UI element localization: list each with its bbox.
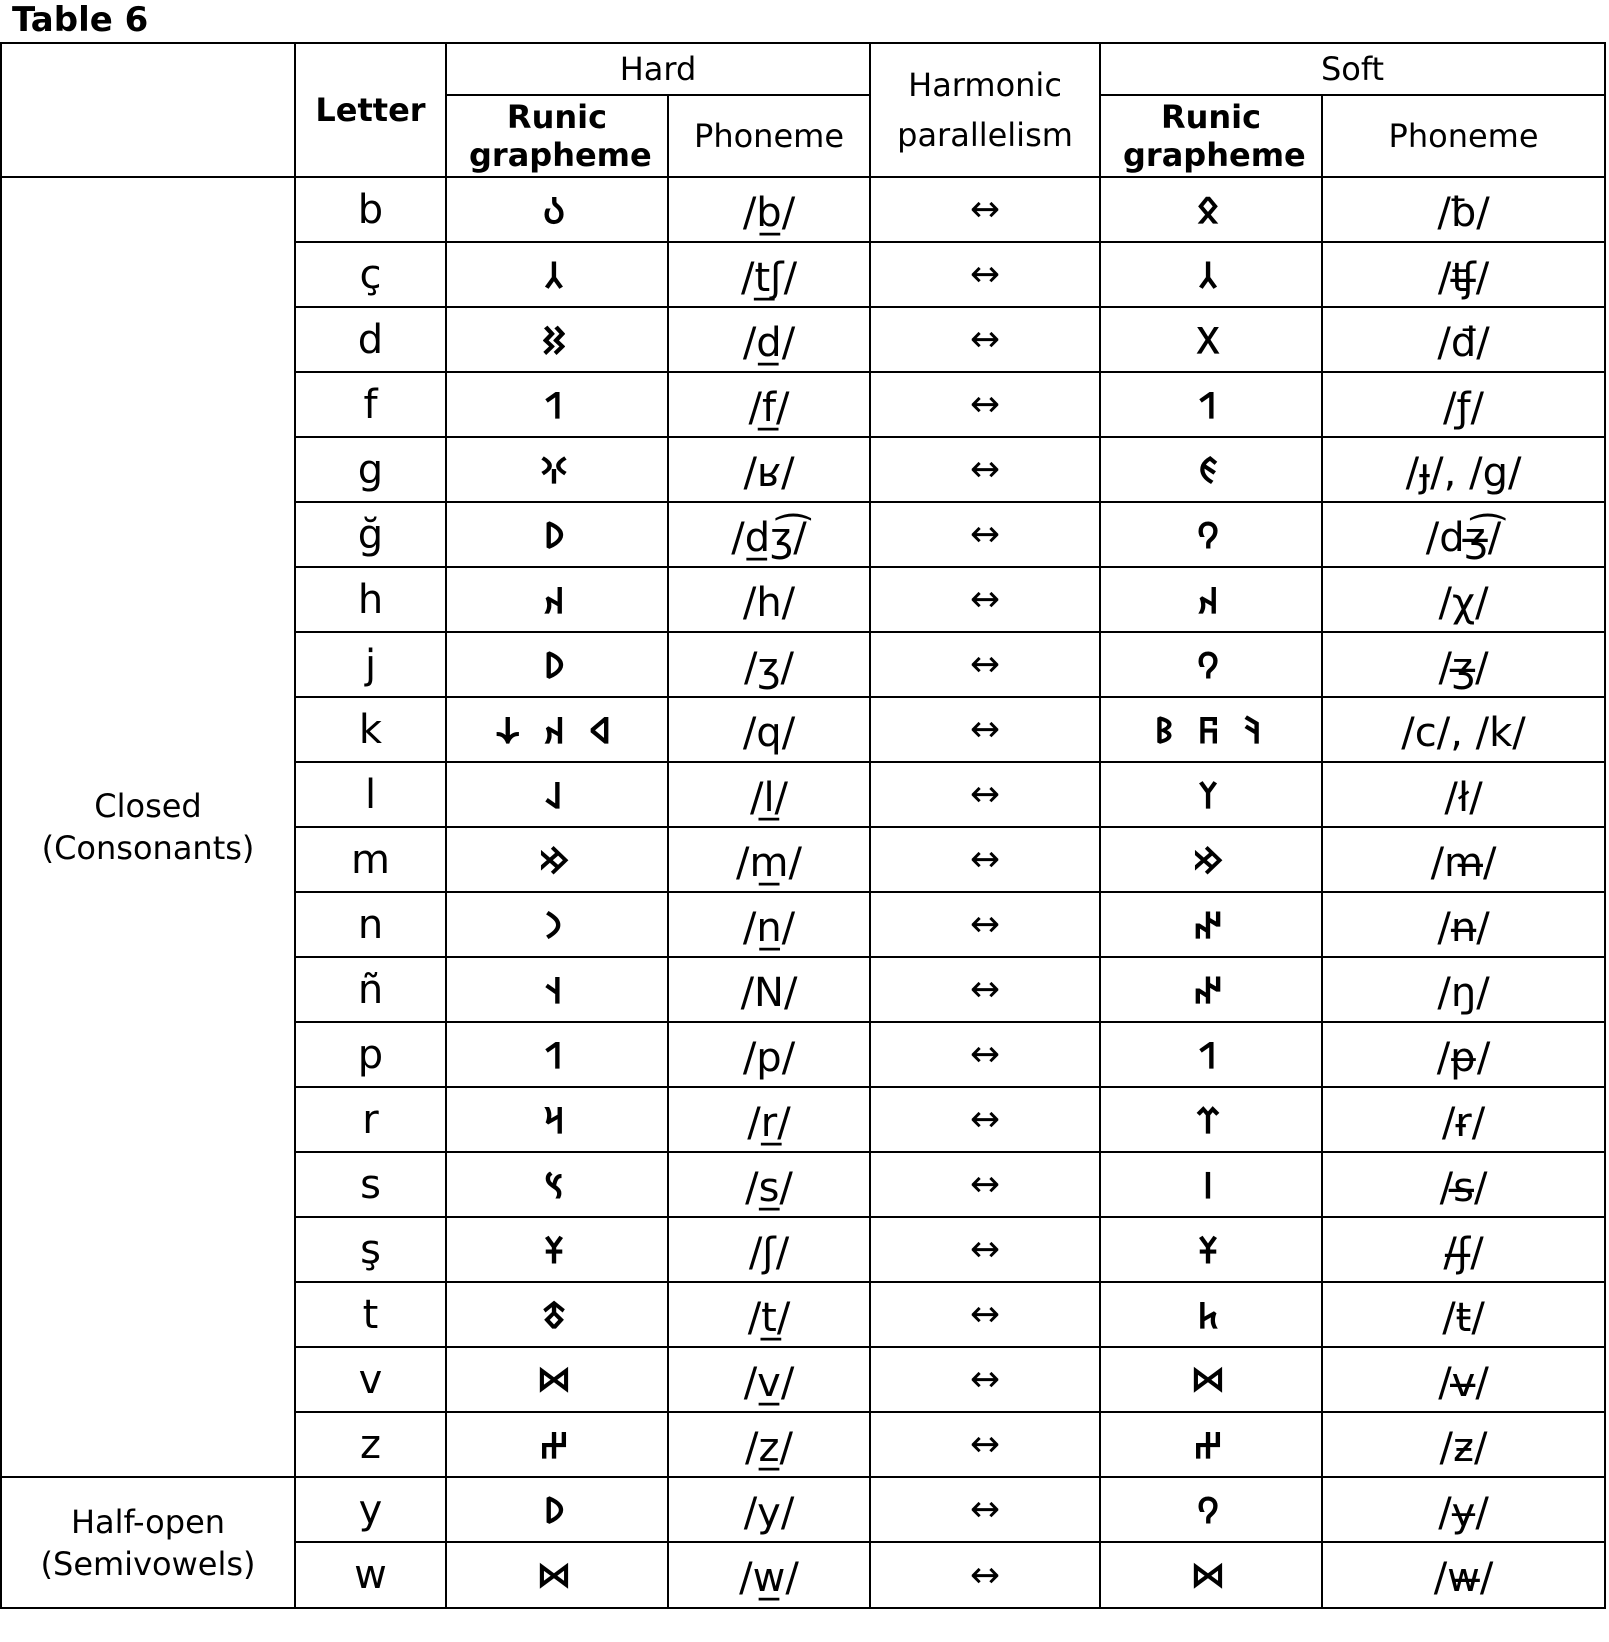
hard-rune-cell: 𐰔 xyxy=(446,1412,668,1477)
soft-phoneme-cell-text: /χ/ xyxy=(1438,579,1489,626)
letter-cell: m xyxy=(295,827,446,892)
parallel-arrow: ↔ xyxy=(870,632,1100,697)
hard-phoneme-cell-text: /f̲/ xyxy=(748,384,790,431)
letter-cell: v xyxy=(295,1347,446,1412)
hard-phoneme-cell-text: /r̲/ xyxy=(747,1099,791,1146)
hard-phoneme-cell-text: /d̲ʒ̲͡/ xyxy=(731,514,807,561)
hard-phoneme-cell xyxy=(668,762,870,827)
soft-rune-cell: 𐰲 xyxy=(1100,242,1322,307)
soft-rune-cell: 𐰏 xyxy=(1100,437,1322,502)
hard-phoneme-cell xyxy=(668,177,870,242)
soft-rune-cell: 𐰓 xyxy=(1100,307,1322,372)
hard-phoneme-cell-text: /q/ xyxy=(742,709,796,756)
hard-phoneme-cell-text: /N/ xyxy=(740,969,798,1016)
soft-phoneme-cell xyxy=(1322,827,1605,892)
letter-cell: s xyxy=(295,1152,446,1217)
soft-phoneme-cell xyxy=(1322,762,1605,827)
soft-phoneme-cell xyxy=(1322,502,1605,567)
letter-cell: g xyxy=(295,437,446,502)
soft-phoneme-cell xyxy=(1322,1022,1605,1087)
soft-phoneme-cell-text: /ŧ/ xyxy=(1442,1294,1485,1341)
soft-phoneme-cell xyxy=(1322,177,1605,242)
soft-phoneme-cell-text: /c/, /k/ xyxy=(1401,709,1526,756)
soft-rune-cell: 𐰘 xyxy=(1100,1477,1322,1542)
parallel-arrow: ↔ xyxy=(870,1087,1100,1152)
hard-rune-cell: 𐰣 xyxy=(446,892,668,957)
parallel-arrow: ↔ xyxy=(870,1347,1100,1412)
soft-phoneme-cell xyxy=(1322,1282,1605,1347)
header-soft-runic: Runic grapheme xyxy=(1100,95,1322,177)
runic-table xyxy=(0,42,1606,1609)
hard-phoneme-cell-text: /y̲/ xyxy=(743,1489,795,1536)
hard-phoneme-cell xyxy=(668,307,870,372)
letter-cell: w xyxy=(295,1542,446,1608)
letter-cell: h xyxy=(295,567,446,632)
parallel-arrow: ↔ xyxy=(870,502,1100,567)
soft-rune-cell: 𐰤 xyxy=(1100,957,1322,1022)
letter-cell: k xyxy=(295,697,446,762)
soft-phoneme-cell xyxy=(1322,1477,1605,1542)
soft-phoneme-cell xyxy=(1322,632,1605,697)
soft-phoneme-cell-text: /ł/ xyxy=(1444,774,1483,821)
letter-cell: y xyxy=(295,1477,446,1542)
parallel-arrow: ↔ xyxy=(870,1542,1100,1608)
soft-phoneme-cell-text: /w̶/ xyxy=(1433,1555,1494,1601)
soft-phoneme-cell-text: /ɟ/, /g/ xyxy=(1405,449,1522,496)
hard-phoneme-cell xyxy=(668,1477,870,1542)
header-letter: Letter xyxy=(295,43,446,177)
hard-rune-cell: 𐰺 xyxy=(446,1087,668,1152)
soft-rune-cell: 𐱁 xyxy=(1100,1217,1322,1282)
hard-phoneme-cell xyxy=(668,372,870,437)
letter-cell: l xyxy=(295,762,446,827)
hard-rune-cell: 𐰽 xyxy=(446,1152,668,1217)
hard-phoneme-cell xyxy=(668,1282,870,1347)
hard-phoneme-cell-text: /ʁ/ xyxy=(743,449,795,496)
hard-rune-cell: 𐰯 xyxy=(446,372,668,437)
hard-phoneme-cell-text: /s̲/ xyxy=(745,1164,793,1211)
soft-phoneme-cell-text: /m̶/ xyxy=(1430,839,1497,886)
soft-rune-cell: 𐰘 xyxy=(1100,632,1322,697)
hard-phoneme-cell xyxy=(668,1347,870,1412)
hard-phoneme-cell-text: /ʃ̲/ xyxy=(748,1229,790,1276)
parallel-arrow: ↔ xyxy=(870,957,1100,1022)
letter-cell: ç xyxy=(295,242,446,307)
hard-phoneme-cell xyxy=(668,437,870,502)
hard-rune-cell: 𐱃 xyxy=(446,1282,668,1347)
soft-rune-cell: 𐱅 xyxy=(1100,1282,1322,1347)
hard-rune-cell: 𐰖 xyxy=(446,502,668,567)
letter-cell: n xyxy=(295,892,446,957)
hard-rune-cell: 𐰞 xyxy=(446,762,668,827)
soft-rune-cell: 𐰔 xyxy=(1100,1412,1322,1477)
header-hard-phoneme: Phoneme xyxy=(668,95,870,177)
parallel-arrow: ↔ xyxy=(870,1282,1100,1347)
table-title: Table 6 xyxy=(12,0,149,40)
soft-phoneme-cell xyxy=(1322,1217,1605,1282)
header-hard: Hard xyxy=(446,43,870,95)
soft-rune-cell: 𐰤 xyxy=(1100,892,1322,957)
soft-rune-cell: 𐰼 xyxy=(1100,1087,1322,1152)
soft-phoneme-cell-text: /ƒ/ xyxy=(1443,384,1485,431)
parallel-arrow: ↔ xyxy=(870,1477,1100,1542)
soft-phoneme-cell xyxy=(1322,892,1605,957)
soft-rune-cell: 𐰯 xyxy=(1100,1022,1322,1087)
hard-rune-cell: ⋈ xyxy=(446,1542,668,1608)
soft-phoneme-cell-text: /ɏ/ xyxy=(1438,1489,1489,1536)
soft-rune-cell: 𐰚 𐰜 𐰝 xyxy=(1100,697,1322,762)
hard-rune-cell: 𐰶 𐰴 𐰸 xyxy=(446,697,668,762)
parallel-arrow: ↔ xyxy=(870,177,1100,242)
hard-phoneme-cell-text: /h/ xyxy=(742,579,796,626)
letter-cell: p xyxy=(295,1022,446,1087)
hard-rune-cell: 𐱁 xyxy=(446,1217,668,1282)
table-row xyxy=(1,177,1605,242)
hard-phoneme-cell xyxy=(668,502,870,567)
soft-phoneme-cell-text: /ᵽ/ xyxy=(1436,1034,1491,1081)
hard-rune-cell: 𐰖 xyxy=(446,1477,668,1542)
soft-phoneme-cell-text: /ʒ̶/ xyxy=(1438,644,1489,691)
parallel-arrow: ↔ xyxy=(870,567,1100,632)
soft-phoneme-cell-text: /s̶/ xyxy=(1439,1164,1488,1211)
soft-phoneme-cell xyxy=(1322,307,1605,372)
hard-rune-cell: 𐰑 xyxy=(446,307,668,372)
soft-phoneme-cell xyxy=(1322,1087,1605,1152)
hard-rune-cell: 𐰭 xyxy=(446,957,668,1022)
parallel-arrow: ↔ xyxy=(870,762,1100,827)
hard-rune-cell: 𐰴 xyxy=(446,567,668,632)
hard-phoneme-cell-text: /z̲/ xyxy=(745,1424,793,1471)
hard-phoneme-cell-text: /m̲/ xyxy=(736,839,802,886)
soft-rune-cell: 𐰠 xyxy=(1100,762,1322,827)
soft-phoneme-cell xyxy=(1322,372,1605,437)
letter-cell: ñ xyxy=(295,957,446,1022)
parallel-arrow: ↔ xyxy=(870,697,1100,762)
letter-cell: z xyxy=(295,1412,446,1477)
hard-phoneme-cell-text: /d̲/ xyxy=(742,319,796,366)
soft-phoneme-cell-text: /ŋ/ xyxy=(1437,969,1490,1016)
soft-phoneme-cell xyxy=(1322,437,1605,502)
hard-phoneme-cell-text: /p̲/ xyxy=(742,1034,796,1081)
parallel-arrow: ↔ xyxy=(870,827,1100,892)
soft-rune-cell: 𐰯 xyxy=(1100,372,1322,437)
hard-phoneme-cell-text: /t̲ʃ̲/ xyxy=(740,254,798,301)
letter-cell: ş xyxy=(295,1217,446,1282)
hard-phoneme-cell-text: /n̲/ xyxy=(742,904,796,951)
corner-cell xyxy=(1,43,295,177)
soft-phoneme-cell-text: /đ/ xyxy=(1437,319,1490,366)
soft-phoneme-cell xyxy=(1322,1542,1605,1608)
group-label: Closed (Consonants) xyxy=(1,177,295,1477)
hard-phoneme-cell-text: /w̲/ xyxy=(739,1555,799,1601)
soft-phoneme-cell-text: /ʧ̶/ xyxy=(1437,254,1490,301)
hard-phoneme-cell xyxy=(668,632,870,697)
letter-cell: r xyxy=(295,1087,446,1152)
parallel-arrow: ↔ xyxy=(870,242,1100,307)
soft-phoneme-cell-text: /ƀ/ xyxy=(1437,189,1490,236)
soft-rune-cell: ⋈ xyxy=(1100,1542,1322,1608)
letter-cell: t xyxy=(295,1282,446,1347)
soft-phoneme-cell-text: /n̶/ xyxy=(1437,904,1490,951)
header-soft: Soft xyxy=(1100,43,1605,95)
soft-rune-cell: 𐰘 xyxy=(1100,502,1322,567)
soft-rune-cell: 𐰋 xyxy=(1100,177,1322,242)
hard-rune-cell: 𐰍 xyxy=(446,437,668,502)
hard-phoneme-cell-text: /b̲/ xyxy=(742,189,796,236)
soft-rune-cell: 𐰢 xyxy=(1100,827,1322,892)
letter-cell: j xyxy=(295,632,446,697)
parallel-arrow: ↔ xyxy=(870,307,1100,372)
hard-phoneme-cell xyxy=(668,1152,870,1217)
hard-phoneme-cell xyxy=(668,567,870,632)
group-label: Half-open (Semivowels) xyxy=(1,1477,295,1608)
table-body xyxy=(1,177,1605,1608)
hard-phoneme-cell-text: /l̲/ xyxy=(749,774,789,821)
soft-phoneme-cell-text: /ɍ/ xyxy=(1441,1099,1486,1146)
header-hard-runic: Runic grapheme xyxy=(446,95,668,177)
hard-rune-cell: 𐰖 xyxy=(446,632,668,697)
letter-cell: ğ xyxy=(295,502,446,567)
hard-phoneme-cell xyxy=(668,892,870,957)
parallel-arrow: ↔ xyxy=(870,372,1100,437)
soft-phoneme-cell xyxy=(1322,697,1605,762)
soft-phoneme-cell xyxy=(1322,957,1605,1022)
parallel-arrow: ↔ xyxy=(870,1412,1100,1477)
hard-phoneme-cell xyxy=(668,1022,870,1087)
soft-rune-cell: 𐰴 xyxy=(1100,567,1322,632)
parallel-arrow: ↔ xyxy=(870,1217,1100,1282)
hard-rune-cell: ⋈ xyxy=(446,1347,668,1412)
hard-rune-cell: 𐰉 xyxy=(446,177,668,242)
parallel-arrow: ↔ xyxy=(870,437,1100,502)
soft-phoneme-cell-text: /v̶/ xyxy=(1438,1359,1489,1406)
hard-phoneme-cell-text: /t̲/ xyxy=(747,1294,791,1341)
letter-cell: d xyxy=(295,307,446,372)
soft-phoneme-cell-text: /ʃ̶/ xyxy=(1443,1229,1484,1276)
hard-phoneme-cell xyxy=(668,1087,870,1152)
soft-phoneme-cell xyxy=(1322,242,1605,307)
soft-phoneme-cell xyxy=(1322,567,1605,632)
hard-phoneme-cell xyxy=(668,697,870,762)
hard-phoneme-cell xyxy=(668,827,870,892)
letter-cell: f xyxy=(295,372,446,437)
parallel-arrow: ↔ xyxy=(870,892,1100,957)
soft-rune-cell: ⋈ xyxy=(1100,1347,1322,1412)
soft-phoneme-cell xyxy=(1322,1347,1605,1412)
hard-phoneme-cell-text: /ʒ/ xyxy=(743,644,795,691)
soft-phoneme-cell xyxy=(1322,1152,1605,1217)
hard-rune-cell: 𐰲 xyxy=(446,242,668,307)
soft-phoneme-cell-text: /dʒ̶͡/ xyxy=(1425,514,1502,561)
soft-rune-cell: 𐰾 xyxy=(1100,1152,1322,1217)
hard-phoneme-cell xyxy=(668,242,870,307)
soft-phoneme-cell xyxy=(1322,1412,1605,1477)
hard-phoneme-cell-text: /v̲/ xyxy=(743,1359,795,1406)
hard-phoneme-cell xyxy=(668,1542,870,1608)
hard-phoneme-cell xyxy=(668,957,870,1022)
hard-phoneme-cell xyxy=(668,1412,870,1477)
header-harmonic: Harmonic parallelism xyxy=(870,43,1100,177)
parallel-arrow: ↔ xyxy=(870,1022,1100,1087)
letter-cell: b xyxy=(295,177,446,242)
hard-rune-cell: 𐰯 xyxy=(446,1022,668,1087)
header-soft-phoneme: Phoneme xyxy=(1322,95,1605,177)
soft-phoneme-cell-text: /ƶ/ xyxy=(1439,1424,1488,1471)
table-row xyxy=(1,1477,1605,1542)
parallel-arrow: ↔ xyxy=(870,1152,1100,1217)
hard-phoneme-cell xyxy=(668,1217,870,1282)
hard-rune-cell: 𐰢 xyxy=(446,827,668,892)
